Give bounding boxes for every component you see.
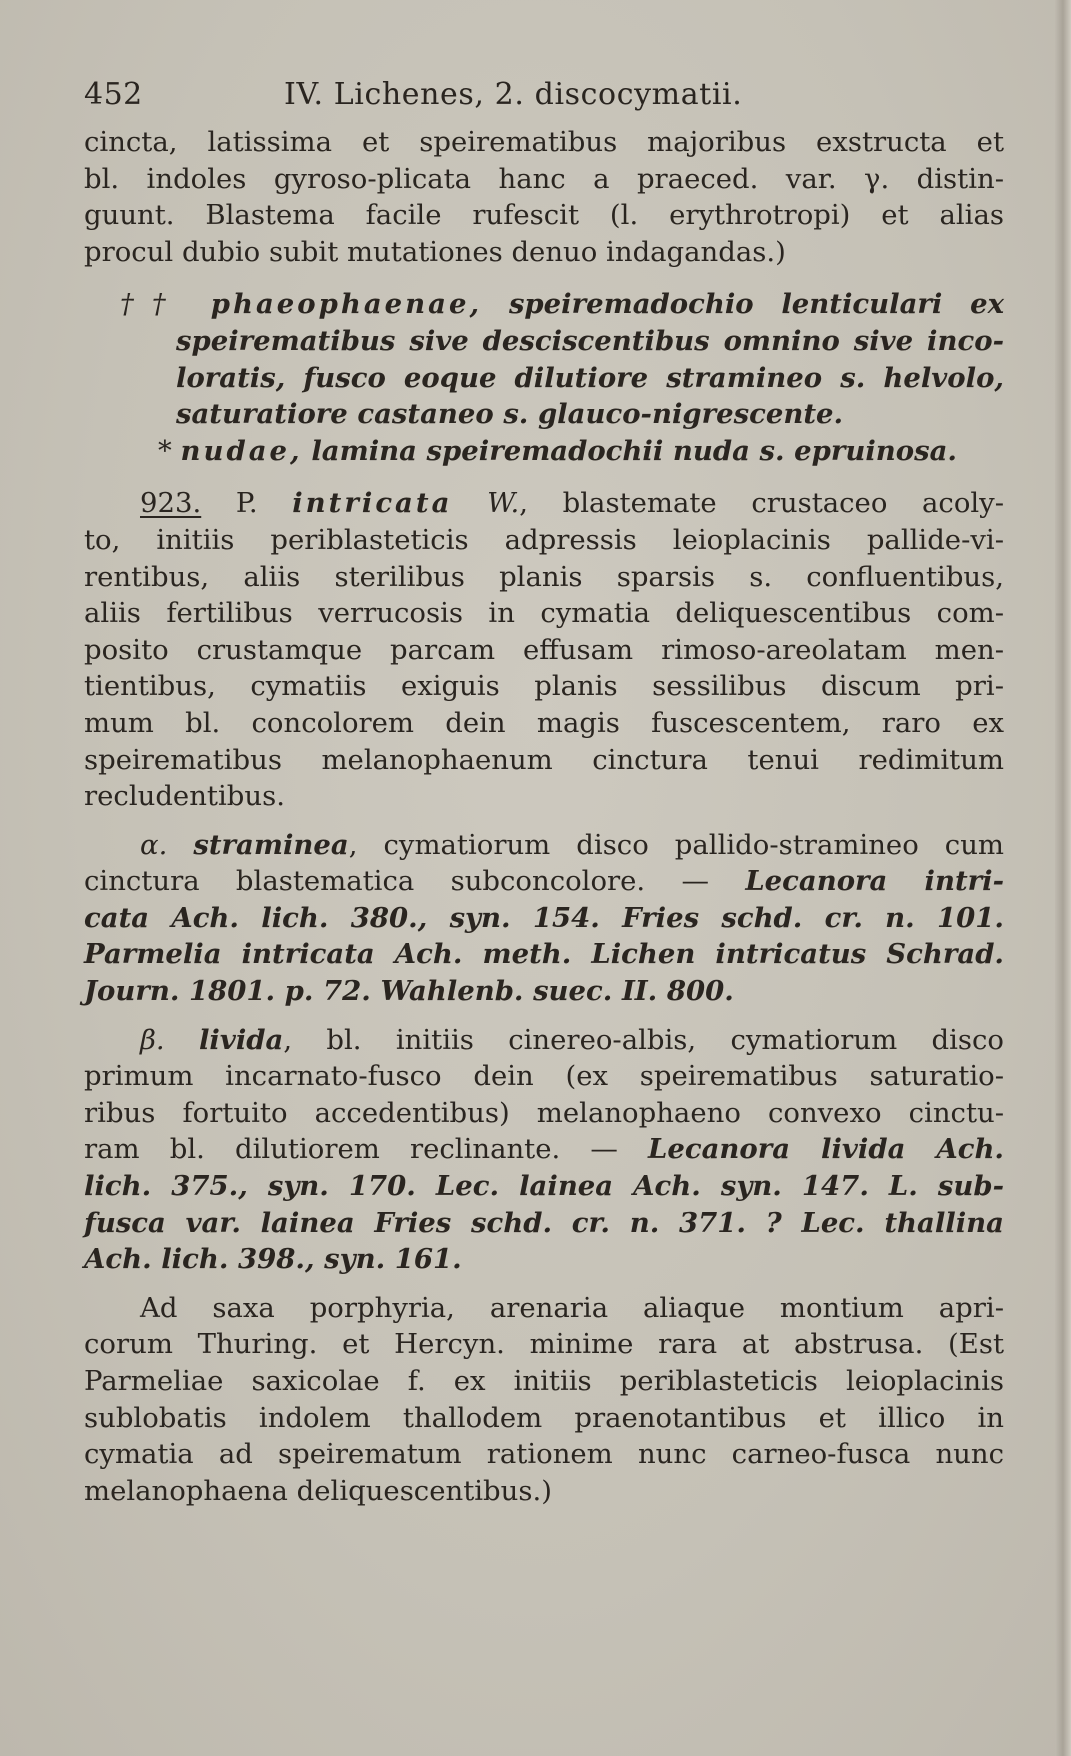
group-line: saturatiore castaneo s. glauco-nigrescente. — [176, 398, 844, 431]
group-line: loratis, fusco eoque dilutiore stramineo s. helvolo, — [176, 361, 1004, 394]
species-number: 923. — [140, 487, 202, 520]
text-line: speirematibus melanophaenum cinctura tenui redimitum — [84, 743, 1004, 776]
text-line: aliis fertilibus verrucosis in cymatia deliquescentibus com- — [84, 597, 1004, 630]
variety-diagnosis-end: cinctura blastematica subconcolore. — — [84, 865, 709, 898]
group-line: speirematibus sive desciscentibus omnino sive inco- — [176, 324, 1004, 357]
genus-abbrev: P. — [235, 487, 258, 520]
synonym-line: Journ. 1801. p. 72. Wahlenb. suec. II. 800. — [84, 975, 734, 1008]
group-first-line — [84, 286, 1004, 323]
group-description: speiremadochio lenticulari ex — [508, 288, 1004, 321]
text-line: procul dubio subit mutationes denuo indagandas.) — [84, 235, 786, 268]
group-heading — [84, 286, 1004, 469]
variety-diagnosis-start: , bl. initiis cinereo-albis, cymatiorum disco — [283, 1023, 1004, 1056]
variety-synonym-start: Lecanora intri- — [745, 865, 1004, 898]
variety-beta — [84, 1022, 1004, 1278]
text-line: tientibus, cymatiis exiguis planis sessilibus discum pri- — [84, 670, 1004, 703]
dagger-marker: †† — [120, 288, 184, 321]
subgroup-line — [84, 433, 1004, 470]
text-line: ribus fortuito accedentibus) melanophaeno convexo cinctu- — [84, 1096, 1004, 1129]
subgroup-description: lamina speiremadochii nuda s. epruinosa. — [311, 434, 957, 467]
running-title: IV. Lichenes, 2. discocymatii. — [284, 77, 743, 112]
page-text — [84, 70, 1004, 1509]
variety-first-line — [84, 827, 1004, 864]
variety-name: livida — [198, 1023, 284, 1056]
subgroup-name: nudae, — [180, 434, 303, 467]
text-line: melanophaena deliquescentibus.) — [84, 1474, 552, 1507]
synonym-line: Ach. lich. 398., syn. 161. — [84, 1243, 462, 1276]
variety-name: straminea — [193, 828, 349, 861]
group-name: phaeophaenae, — [210, 288, 483, 321]
variety-label: β. — [140, 1023, 165, 1056]
species-first-line — [84, 485, 1004, 522]
variety-diagnosis-end: ram bl. dilutiorem reclinante. — — [84, 1133, 618, 1166]
synonym-line: cata Ach. lich. 380., syn. 154. Fries schd. cr. n. 101. — [84, 901, 1004, 934]
text-line: rentibus, aliis sterilibus planis sparsis s. confluentibus, — [84, 560, 1004, 593]
species-author: W. — [487, 487, 520, 520]
text-line: corum Thuring. et Hercyn. minime rara at abstrusa. (Est — [84, 1328, 1004, 1361]
synonym-line: Parmelia intricata Ach. meth. Lichen intricatus Schrad. — [84, 938, 1004, 971]
text-line: primum incarnato-fusco dein (ex speirematibus saturatio- — [84, 1060, 1004, 1093]
variety-fourth-line — [84, 1131, 1004, 1168]
text-line: sublobatis indolem thallodem praenotantibus et illico in — [84, 1401, 1004, 1434]
text-line: bl. indoles gyroso-plicata hanc a praeced. var. γ. distin- — [84, 162, 1004, 195]
synonym-line: fusca var. lainea Fries schd. cr. n. 371. ? Lec. thallina — [84, 1206, 1004, 1239]
text-line: posito crustamque parcam effusam rimoso-areolatam men- — [84, 633, 1004, 666]
species-diagnosis-start: , blastemate crustaceo acoly- — [519, 487, 1004, 520]
species-entry — [84, 485, 1004, 814]
text-line: cincta, latissima et speirematibus majoribus exstructa et — [84, 126, 1004, 158]
text-line: guunt. Blastema facile rufescit (l. erythrotropi) et alias — [84, 199, 1004, 232]
variety-second-line — [84, 863, 1004, 900]
variety-first-line — [84, 1022, 1004, 1059]
text-line: Parmeliae saxicolae f. ex initiis periblasteticis leioplacinis — [84, 1365, 1004, 1397]
intro-paragraph — [84, 124, 1004, 270]
variety-label: α. — [140, 828, 168, 861]
asterisk-marker: * — [158, 434, 172, 467]
habitat-paragraph — [84, 1290, 1004, 1510]
synonym-line: lich. 375., syn. 170. Lec. lainea Ach. syn. 147. L. sub- — [84, 1170, 1004, 1203]
page-header — [84, 70, 1004, 120]
text-line: Ad saxa porphyria, arenaria aliaque montium apri- — [140, 1291, 1004, 1324]
variety-diagnosis-start: , cymatiorum disco pallido-stramineo cum — [348, 828, 1004, 861]
page-number: 452 — [84, 77, 143, 112]
variety-synonym-start: Lecanora livida Ach. — [648, 1133, 1005, 1166]
page-edge — [1055, 0, 1071, 1756]
species-epithet: intricata — [292, 487, 453, 520]
text-line: cymatia ad speirematum rationem nunc carneo-fusca nunc — [84, 1438, 1004, 1471]
text-line: mum bl. concolorem dein magis fuscescentem, raro ex — [84, 706, 1004, 739]
variety-alpha — [84, 827, 1004, 1010]
text-line: recludentibus. — [84, 780, 285, 813]
text-line: to, initiis periblasteticis adpressis leioplacinis pallide-vi- — [84, 523, 1004, 556]
